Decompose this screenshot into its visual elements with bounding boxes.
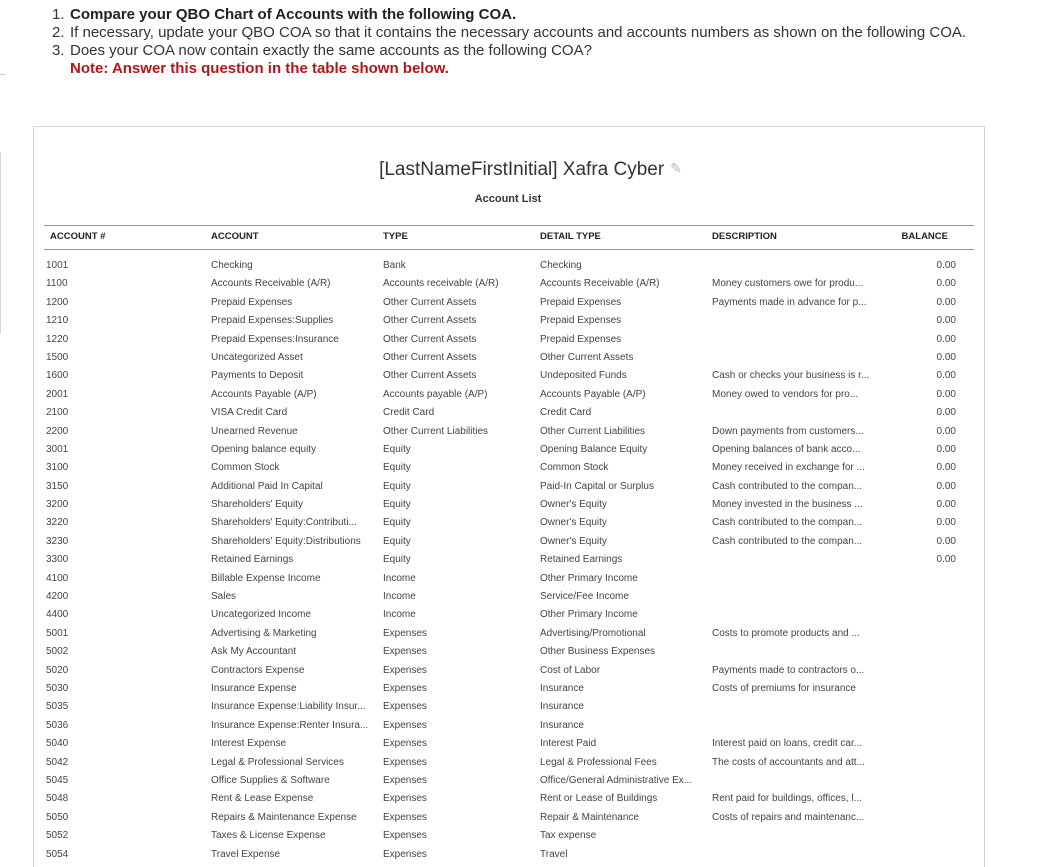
cell-account-number: 4200 — [46, 591, 69, 603]
cell-balance: 0.00 — [936, 425, 956, 437]
cell-account-number: 3300 — [46, 554, 69, 566]
cell-account: Advertising & Marketing — [211, 627, 317, 639]
cell-account-number: 1220 — [46, 333, 69, 345]
cell-type: Equity — [383, 443, 411, 455]
table-row[interactable] — [0, 405, 1061, 423]
cell-account-number: 5054 — [46, 848, 69, 860]
cell-balance: 0.00 — [936, 260, 956, 271]
cell-description: Down payments from customers... — [712, 425, 864, 437]
table-row[interactable] — [0, 607, 1061, 625]
cell-detail-type: Retained Earnings — [540, 554, 623, 566]
cell-detail-type: Checking — [540, 260, 582, 271]
table-row[interactable] — [0, 497, 1061, 515]
cell-description: Money received in exchange for ... — [712, 462, 865, 474]
cell-description: Costs to promote products and ... — [712, 627, 860, 639]
cell-account-number: 2001 — [46, 388, 69, 400]
instruction-1-text: Compare your QBO Chart of Accounts with the following COA. — [70, 6, 517, 23]
cell-type: Accounts payable (A/P) — [383, 388, 488, 400]
cell-account: Insurance Expense — [211, 682, 297, 694]
cell-type: Expenses — [383, 774, 427, 786]
cell-description: Cash contributed to the compan... — [712, 535, 863, 547]
cell-detail-type: Owner's Equity — [540, 535, 607, 547]
cell-account-number: 5040 — [46, 738, 69, 750]
cell-detail-type: Prepaid Expenses — [540, 296, 622, 308]
cell-detail-type: Owner's Equity — [540, 499, 607, 511]
table-header — [44, 225, 974, 250]
cell-account-number: 5050 — [46, 811, 69, 823]
cell-account: Sales — [211, 591, 237, 603]
cell-account: Taxes & License Expense — [211, 830, 326, 842]
cell-account-number: 3100 — [46, 462, 69, 474]
cell-account: Shareholders' Equity:Distributions — [211, 535, 361, 547]
table-row[interactable] — [0, 515, 1061, 533]
cell-account: Billable Expense Income — [211, 572, 321, 584]
cell-account: Prepaid Expenses:Insurance — [211, 333, 339, 345]
cell-type: Expenses — [383, 756, 427, 768]
cell-account: Checking — [211, 260, 253, 271]
cell-balance: 0.00 — [936, 462, 956, 474]
cell-type: Equity — [383, 517, 411, 529]
table-row[interactable] — [0, 828, 1061, 846]
cell-account-number: 1210 — [46, 315, 69, 327]
cell-account-number: 3150 — [46, 480, 69, 492]
cell-account-number: 1500 — [46, 351, 69, 363]
cell-account: Insurance Expense:Renter Insura... — [211, 719, 369, 731]
cell-detail-type: Undeposited Funds — [540, 370, 627, 382]
cell-type: Other Current Assets — [383, 370, 477, 382]
cell-account-number: 1001 — [46, 260, 69, 271]
cell-account-number: 5048 — [46, 793, 69, 805]
cell-detail-type: Other Primary Income — [540, 572, 638, 584]
cell-description: Opening balances of bank acco... — [712, 443, 861, 455]
instruction-1-number: 1. — [52, 6, 65, 23]
cell-detail-type: Advertising/Promotional — [540, 627, 646, 639]
cell-account-number: 3001 — [46, 443, 69, 455]
table-row[interactable] — [0, 534, 1061, 552]
cell-description: The costs of accountants and att... — [712, 756, 865, 768]
cell-detail-type: Prepaid Expenses — [540, 333, 622, 345]
instructions-list — [40, 6, 1030, 78]
cell-type: Expenses — [383, 738, 427, 750]
cell-account: Additional Paid In Capital — [211, 480, 323, 492]
table-row[interactable] — [0, 552, 1061, 570]
left-edge-tick — [0, 74, 6, 75]
instruction-3-number: 3. — [52, 42, 65, 59]
cell-account-number: 3220 — [46, 517, 69, 529]
cell-account-number: 3200 — [46, 499, 69, 511]
cell-account: Unearned Revenue — [211, 425, 298, 437]
cell-type: Expenses — [383, 682, 427, 694]
cell-detail-type: Tax expense — [540, 830, 597, 842]
table-row[interactable] — [0, 589, 1061, 607]
cell-balance: 0.00 — [936, 535, 956, 547]
instruction-2 — [40, 24, 1030, 42]
cell-balance: 0.00 — [936, 407, 956, 419]
cell-detail-type: Insurance — [540, 682, 584, 694]
instruction-3-note: Note: Answer this question in the table shown below. — [70, 60, 449, 77]
cell-detail-type: Service/Fee Income — [540, 591, 629, 603]
cell-balance: 0.00 — [936, 333, 956, 345]
instruction-3-text: Does your COA now contain exactly the same accounts as the following COA? — [70, 42, 592, 59]
table-row[interactable] — [0, 571, 1061, 589]
cell-account: Uncategorized Asset — [211, 351, 303, 363]
cell-balance: 0.00 — [936, 517, 956, 529]
cell-description: Money customers owe for produ... — [712, 278, 864, 290]
cell-detail-type: Prepaid Expenses — [540, 315, 622, 327]
cell-account-number: 5030 — [46, 682, 69, 694]
cell-account-number: 1600 — [46, 370, 69, 382]
cell-description: Cash contributed to the compan... — [712, 480, 863, 492]
cell-detail-type: Other Primary Income — [540, 609, 638, 621]
cell-detail-type: Owner's Equity — [540, 517, 607, 529]
table-row[interactable] — [0, 755, 1061, 773]
cell-type: Equity — [383, 462, 411, 474]
header-detail-type[interactable]: DETAIL TYPE — [540, 231, 601, 242]
table-row[interactable] — [0, 681, 1061, 699]
table-row[interactable] — [0, 350, 1061, 368]
cell-description: Cash contributed to the compan... — [712, 517, 863, 529]
header-account[interactable]: ACCOUNT — [211, 231, 259, 242]
cell-balance: 0.00 — [936, 499, 956, 511]
cell-description: Cash or checks your business is r... — [712, 370, 870, 382]
table-row[interactable] — [0, 663, 1061, 681]
table-row[interactable] — [0, 736, 1061, 754]
cell-account: Accounts Payable (A/P) — [211, 388, 317, 400]
cell-type: Equity — [383, 535, 411, 547]
cell-account-number: 2100 — [46, 407, 69, 419]
cell-detail-type: Opening Balance Equity — [540, 443, 648, 455]
cell-balance: 0.00 — [936, 351, 956, 363]
table-row[interactable] — [0, 847, 1061, 865]
cell-description: Costs of repairs and maintenanc... — [712, 811, 865, 823]
cell-balance: 0.00 — [936, 554, 956, 566]
table-row[interactable] — [0, 276, 1061, 294]
table-row[interactable] — [0, 718, 1061, 736]
cell-account: VISA Credit Card — [211, 407, 288, 419]
cell-description: Rent paid for buildings, offices, l... — [712, 793, 862, 805]
cell-type: Equity — [383, 480, 411, 492]
cell-account: Accounts Receivable (A/R) — [211, 278, 331, 290]
cell-type: Expenses — [383, 646, 427, 658]
cell-account-number: 5036 — [46, 719, 69, 731]
cell-account: Interest Expense — [211, 738, 287, 750]
cell-type: Equity — [383, 554, 411, 566]
cell-type: Expenses — [383, 701, 427, 713]
table-row[interactable] — [0, 810, 1061, 828]
cell-type: Expenses — [383, 627, 427, 639]
table-row[interactable] — [0, 313, 1061, 331]
cell-type: Expenses — [383, 830, 427, 842]
cell-type: Expenses — [383, 848, 427, 860]
table-row[interactable] — [0, 791, 1061, 809]
cell-detail-type: Common Stock — [540, 462, 609, 474]
cell-type: Expenses — [383, 664, 427, 676]
cell-account-number: 1200 — [46, 296, 69, 308]
cell-description: Interest paid on loans, credit car... — [712, 738, 863, 750]
cell-balance: 0.00 — [936, 315, 956, 327]
cell-type: Bank — [383, 260, 406, 271]
cell-account: Insurance Expense:Liability Insur... — [211, 701, 366, 713]
cell-detail-type: Accounts Receivable (A/R) — [540, 278, 660, 290]
cell-detail-type: Insurance — [540, 701, 584, 713]
cell-account-number: 5045 — [46, 774, 69, 786]
cell-account-number: 4400 — [46, 609, 69, 621]
instruction-3 — [40, 42, 1030, 78]
cell-account: Uncategorized Income — [211, 609, 312, 621]
cell-detail-type: Other Current Assets — [540, 351, 634, 363]
table-row[interactable] — [0, 387, 1061, 405]
header-balance[interactable]: BALANCE — [901, 231, 948, 242]
cell-balance: 0.00 — [936, 278, 956, 290]
cell-account: Ask My Accountant — [211, 646, 297, 658]
cell-detail-type: Travel — [540, 848, 568, 860]
account-table-body — [0, 258, 1061, 865]
table-row[interactable] — [0, 442, 1061, 460]
cell-description: Money invested in the business ... — [712, 499, 863, 511]
cell-account-number: 2200 — [46, 425, 69, 437]
cell-type: Other Current Assets — [383, 315, 477, 327]
cell-detail-type: Accounts Payable (A/P) — [540, 388, 646, 400]
cell-account: Prepaid Expenses:Supplies — [211, 315, 334, 327]
table-row[interactable] — [0, 460, 1061, 478]
cell-detail-type: Cost of Labor — [540, 664, 601, 676]
cell-type: Expenses — [383, 811, 427, 823]
pencil-icon[interactable]: ✎ — [670, 160, 682, 176]
cell-type: Accounts receivable (A/R) — [383, 278, 499, 290]
cell-type: Expenses — [383, 793, 427, 805]
cell-account-number: 1100 — [46, 278, 68, 290]
cell-account-number: 5020 — [46, 664, 69, 676]
cell-account-number: 5001 — [46, 627, 69, 639]
table-row[interactable] — [0, 644, 1061, 662]
cell-account: Shareholders' Equity — [211, 499, 303, 511]
table-row[interactable] — [0, 479, 1061, 497]
cell-account-number: 5042 — [46, 756, 69, 768]
cell-balance: 0.00 — [936, 388, 956, 400]
cell-account: Shareholders' Equity:Contributi... — [211, 517, 357, 529]
cell-balance: 0.00 — [936, 370, 956, 382]
cell-type: Expenses — [383, 719, 427, 731]
cell-account: Repairs & Maintenance Expense — [211, 811, 357, 823]
cell-account-number: 4100 — [46, 572, 69, 584]
cell-type: Income — [383, 609, 416, 621]
cell-balance: 0.00 — [936, 480, 956, 492]
cell-description: Costs of premiums for insurance — [712, 682, 856, 694]
table-row[interactable] — [0, 626, 1061, 644]
cell-balance: 0.00 — [936, 443, 956, 455]
instruction-2-number: 2. — [52, 24, 65, 41]
cell-account-number: 5035 — [46, 701, 69, 713]
cell-type: Other Current Liabilities — [383, 425, 489, 437]
table-row[interactable] — [0, 295, 1061, 313]
table-row[interactable] — [0, 773, 1061, 791]
report-company-title — [0, 159, 1061, 181]
cell-account-number: 5052 — [46, 830, 69, 842]
cell-detail-type: Legal & Professional Fees — [540, 756, 657, 768]
cell-account: Retained Earnings — [211, 554, 294, 566]
table-row[interactable] — [0, 368, 1061, 386]
cell-description: Money owed to vendors for pro... — [712, 388, 859, 400]
header-type[interactable]: TYPE — [383, 231, 408, 242]
cell-detail-type: Rent or Lease of Buildings — [540, 793, 658, 805]
table-row[interactable] — [0, 699, 1061, 717]
cell-account: Contractors Expense — [211, 664, 305, 676]
cell-type: Equity — [383, 499, 411, 511]
table-row[interactable] — [0, 424, 1061, 442]
cell-account-number: 3230 — [46, 535, 69, 547]
cell-type: Income — [383, 572, 416, 584]
cell-detail-type: Other Business Expenses — [540, 646, 656, 658]
cell-account: Travel Expense — [211, 848, 281, 860]
cell-description: Payments made to contractors o... — [712, 664, 865, 676]
cell-detail-type: Office/General Administrative Ex... — [540, 774, 693, 786]
cell-detail-type: Other Current Liabilities — [540, 425, 646, 437]
cell-description: Payments made in advance for p... — [712, 296, 867, 308]
cell-type: Other Current Assets — [383, 351, 477, 363]
cell-account: Rent & Lease Expense — [211, 793, 314, 805]
cell-account: Prepaid Expenses — [211, 296, 293, 308]
cell-detail-type: Credit Card — [540, 407, 592, 419]
cell-account-number: 5002 — [46, 646, 69, 658]
cell-detail-type: Interest Paid — [540, 738, 597, 750]
cell-account: Legal & Professional Services — [211, 756, 344, 768]
cell-account: Opening balance equity — [211, 443, 317, 455]
instruction-2-text: If necessary, update your QBO COA so that it contains the necessary accounts and accounts numbers as shown on the following COA. — [70, 24, 967, 41]
cell-account: Common Stock — [211, 462, 280, 474]
cell-detail-type: Paid-In Capital or Surplus — [540, 480, 654, 492]
header-description[interactable]: DESCRIPTION — [712, 231, 777, 242]
cell-detail-type: Insurance — [540, 719, 584, 731]
report-subtitle: Account List — [474, 193, 542, 205]
table-row[interactable] — [0, 258, 1061, 276]
cell-type: Other Current Assets — [383, 333, 477, 345]
company-name: [LastNameFirstInitial] Xafra Cyber — [379, 159, 665, 180]
header-account-number[interactable]: ACCOUNT # — [50, 231, 106, 242]
table-row[interactable] — [0, 332, 1061, 350]
cell-type: Credit Card — [383, 407, 435, 419]
cell-type: Income — [383, 591, 416, 603]
cell-account: Office Supplies & Software — [211, 774, 330, 786]
cell-type: Other Current Assets — [383, 296, 477, 308]
cell-account: Payments to Deposit — [211, 370, 304, 382]
instruction-1 — [40, 6, 1030, 24]
cell-balance: 0.00 — [936, 296, 956, 308]
cell-detail-type: Repair & Maintenance — [540, 811, 639, 823]
